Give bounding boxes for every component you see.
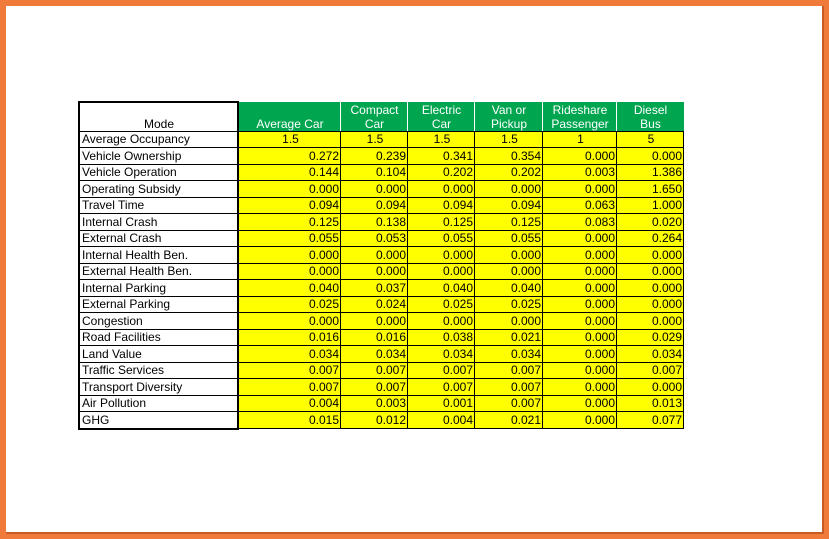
table-body: [79, 131, 684, 429]
table-cell: 0.029: [617, 329, 684, 346]
table-cell: 0.003: [341, 395, 408, 412]
table-cell: 0.012: [341, 412, 408, 429]
table-cell: 0.077: [617, 412, 684, 429]
table-cell: 0.000: [408, 247, 475, 264]
table-cell: 0.001: [408, 395, 475, 412]
table-cell: 0.000: [543, 230, 617, 247]
table-cell: 0.239: [341, 148, 408, 165]
table-cell: 0.040: [475, 280, 543, 297]
row-label: Traffic Services: [79, 362, 238, 379]
table-cell: 0.034: [341, 346, 408, 363]
table-cell: 0.354: [475, 148, 543, 165]
table-row: [79, 164, 684, 181]
column-header-line: Compact: [350, 102, 399, 117]
table-cell: 0.007: [238, 379, 341, 396]
table-cell: 0.034: [617, 346, 684, 363]
table-cell: 0.034: [475, 346, 543, 363]
table-row: [79, 148, 684, 165]
table-cell: 0.094: [238, 197, 341, 214]
table-cell: 0.138: [341, 214, 408, 231]
table-cell: 0.000: [341, 181, 408, 198]
table-cell: 0.202: [475, 164, 543, 181]
column-header-line: Passenger: [551, 116, 609, 131]
table-cell: 0.063: [543, 197, 617, 214]
table-cell: 0.000: [341, 263, 408, 280]
table-cell: 0.000: [543, 395, 617, 412]
table-cell: 0.007: [617, 362, 684, 379]
table-cell: 0.202: [408, 164, 475, 181]
table-cell: 0.015: [238, 412, 341, 429]
table-cell: 0.144: [238, 164, 341, 181]
table-cell: 0.000: [617, 379, 684, 396]
table-cell: 0.000: [543, 329, 617, 346]
column-header-line: Average Car: [256, 116, 324, 131]
table-cell: 0.007: [341, 379, 408, 396]
table-cell: 0.025: [238, 296, 341, 313]
row-label: Land Value: [79, 346, 238, 363]
table-cell: 0.025: [408, 296, 475, 313]
table-cell: 0.000: [475, 313, 543, 330]
table-cell: 0.000: [543, 247, 617, 264]
row-label: Transport Diversity: [79, 379, 238, 396]
table-cell: 1.5: [408, 131, 475, 148]
table-cell: 0.125: [408, 214, 475, 231]
column-header-line: Car: [364, 116, 385, 131]
row-label: Internal Crash: [79, 214, 238, 231]
table-cell: 0.007: [341, 362, 408, 379]
table-cell: 0.040: [408, 280, 475, 297]
table-row: [79, 412, 684, 429]
table-cell: 0.038: [408, 329, 475, 346]
table-row: [79, 379, 684, 396]
row-label: Internal Health Ben.: [79, 247, 238, 264]
table-cell: 0.000: [543, 313, 617, 330]
table-row: [79, 362, 684, 379]
table-cell: 0.013: [617, 395, 684, 412]
table-row: [79, 247, 684, 264]
row-label: External Health Ben.: [79, 263, 238, 280]
table-row: [79, 329, 684, 346]
table-cell: 1.386: [617, 164, 684, 181]
row-label: Road Facilities: [79, 329, 238, 346]
table-cell: 0.034: [408, 346, 475, 363]
table-row: [79, 214, 684, 231]
table-cell: 0.000: [408, 263, 475, 280]
table-cell: 0.000: [543, 263, 617, 280]
column-header-line: Electric: [421, 102, 462, 117]
table-cell: 0.000: [543, 379, 617, 396]
table-cell: 0.272: [238, 148, 341, 165]
table-cell: 0.000: [543, 346, 617, 363]
table-cell: 0.000: [617, 148, 684, 165]
table-cell: 0.000: [617, 280, 684, 297]
table-cell: 0.000: [341, 313, 408, 330]
row-label: Vehicle Ownership: [79, 148, 238, 165]
table-cell: 0.024: [341, 296, 408, 313]
table-cell: 0.000: [543, 296, 617, 313]
table-cell: 0.053: [341, 230, 408, 247]
row-label: Travel Time: [79, 197, 238, 214]
column-header: [238, 102, 341, 131]
table-cell: 0.094: [341, 197, 408, 214]
occupancy-row: [79, 131, 684, 148]
table-cell: 0.000: [475, 181, 543, 198]
table-cell: 1: [543, 131, 617, 148]
table-cell: 0.040: [238, 280, 341, 297]
table-row: [79, 263, 684, 280]
table-cell: 0.000: [617, 247, 684, 264]
mode-header: Mode: [79, 102, 238, 131]
table-cell: 0.000: [617, 263, 684, 280]
row-label: Average Occupancy: [79, 131, 238, 148]
table-cell: 0.007: [408, 362, 475, 379]
table-cell: 0.007: [238, 362, 341, 379]
table-row: [79, 395, 684, 412]
table-cell: 0.094: [408, 197, 475, 214]
cost-table: [78, 101, 684, 430]
table-cell: 0.004: [408, 412, 475, 429]
table-cell: 0.125: [238, 214, 341, 231]
table-row: [79, 346, 684, 363]
table-cell: 0.021: [475, 412, 543, 429]
table-cell: 0.000: [238, 263, 341, 280]
row-label: GHG: [79, 412, 238, 429]
column-header-line: Pickup: [490, 116, 528, 131]
table-cell: 0.094: [475, 197, 543, 214]
table-row: [79, 280, 684, 297]
row-label: Vehicle Operation: [79, 164, 238, 181]
column-header: [475, 102, 543, 131]
table-cell: 0.000: [543, 412, 617, 429]
row-label: Operating Subsidy: [79, 181, 238, 198]
table-cell: 0.000: [543, 362, 617, 379]
column-header: [543, 102, 617, 131]
column-header-line: Van or: [491, 102, 527, 117]
table-cell: 0.004: [238, 395, 341, 412]
table-cell: 0.034: [238, 346, 341, 363]
table-cell: 1.5: [475, 131, 543, 148]
table-cell: 1.5: [341, 131, 408, 148]
table-cell: 0.007: [408, 379, 475, 396]
table-cell: 0.000: [238, 181, 341, 198]
table-cell: 0.037: [341, 280, 408, 297]
column-header: [408, 102, 475, 131]
table-cell: 0.000: [617, 296, 684, 313]
table-cell: 0.000: [543, 181, 617, 198]
column-header-line: Diesel: [633, 102, 668, 117]
table-row: [79, 181, 684, 198]
row-label: Internal Parking: [79, 280, 238, 297]
row-label: Congestion: [79, 313, 238, 330]
column-header-line: Car: [431, 116, 452, 131]
table-cell: 0.000: [543, 280, 617, 297]
table-cell: 0.025: [475, 296, 543, 313]
table-cell: 0.021: [475, 329, 543, 346]
table-cell: 0.264: [617, 230, 684, 247]
table-cell: 1.5: [238, 131, 341, 148]
table-row: [79, 197, 684, 214]
table-cell: 0.000: [408, 181, 475, 198]
column-header: [341, 102, 408, 131]
column-header-line: Rideshare: [552, 102, 608, 117]
table-cell: 0.000: [617, 313, 684, 330]
row-label: External Parking: [79, 296, 238, 313]
table-cell: 0.000: [475, 263, 543, 280]
column-header-line: Bus: [640, 116, 661, 131]
row-label: External Crash: [79, 230, 238, 247]
table-cell: 0.007: [475, 379, 543, 396]
table-cell: 0.000: [238, 313, 341, 330]
table-cell: 0.000: [408, 313, 475, 330]
table-row: [79, 313, 684, 330]
table-cell: 0.007: [475, 362, 543, 379]
table-cell: 1.000: [617, 197, 684, 214]
table-cell: 0.125: [475, 214, 543, 231]
table-cell: 0.055: [238, 230, 341, 247]
table-cell: 0.007: [475, 395, 543, 412]
table-cell: 0.016: [341, 329, 408, 346]
table-row: [79, 296, 684, 313]
header-row: [79, 102, 684, 131]
table-cell: 0.104: [341, 164, 408, 181]
table-cell: 1.650: [617, 181, 684, 198]
table-cell: 0.000: [341, 247, 408, 264]
table-cell: 0.341: [408, 148, 475, 165]
table-cell: 0.083: [543, 214, 617, 231]
table-cell: 0.016: [238, 329, 341, 346]
table-cell: 0.003: [543, 164, 617, 181]
row-label: Air Pollution: [79, 395, 238, 412]
table-cell: 0.000: [543, 148, 617, 165]
table-cell: 0.000: [238, 247, 341, 264]
table-cell: 0.020: [617, 214, 684, 231]
column-header: [617, 102, 684, 131]
table-cell: 5: [617, 131, 684, 148]
table-cell: 0.000: [475, 247, 543, 264]
table-cell: 0.055: [408, 230, 475, 247]
table-row: [79, 230, 684, 247]
table-cell: 0.055: [475, 230, 543, 247]
